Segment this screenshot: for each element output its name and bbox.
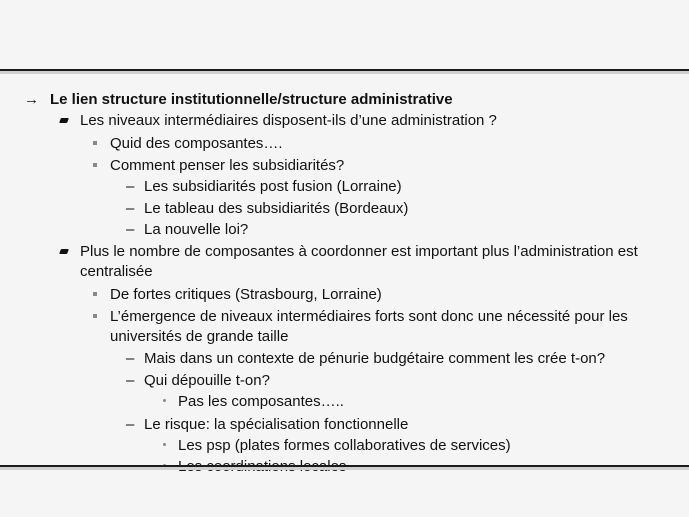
- bullet-text: De fortes critiques (Strasbourg, Lorraine): [110, 286, 382, 303]
- dash-bullet: –: [126, 416, 135, 433]
- bullet-text: Mais dans un contexte de pénurie budgétaire comment les crée t-on?: [144, 350, 606, 367]
- bullet-text: L’émergence de niveaux intermédiaires forts sont donc une nécessité pour les: [110, 308, 628, 325]
- bullet-text: Le risque: la spécialisation fonctionnelle: [144, 416, 409, 433]
- dash-bullet: –: [126, 350, 135, 367]
- bullet-l2-icon: [93, 163, 97, 167]
- bullet-text: Comment penser les subsidiarités?: [110, 157, 345, 174]
- bullet-text: Quid des composantes….: [110, 135, 283, 152]
- dash-bullet: –: [126, 200, 135, 217]
- bullet-l2-icon: [93, 292, 97, 296]
- bullet-text: Le tableau des subsidiarités (Bordeaux): [144, 200, 409, 217]
- bullet-l1-icon: [59, 249, 69, 254]
- bullet-text: Les niveaux intermédiaires disposent-ils d’une administration ?: [80, 112, 497, 129]
- bullet-l4-icon: [163, 399, 166, 402]
- slide-heading: Le lien structure institutionnelle/structure administrative: [50, 91, 453, 108]
- bullet-text: Pas les composantes…..: [178, 393, 344, 410]
- dash-bullet: –: [126, 372, 135, 389]
- top-divider-shadow: [0, 71, 689, 74]
- bullet-l4-icon: [163, 443, 166, 446]
- bullet-text: centralisée: [80, 263, 153, 280]
- bullet-text: Les subsidiarités post fusion (Lorraine): [144, 178, 402, 195]
- dash-bullet: –: [126, 178, 135, 195]
- bullet-text: Les psp (plates formes collaboratives de services): [178, 437, 511, 454]
- bullet-l2-icon: [93, 141, 97, 145]
- bottom-divider-shadow: [0, 467, 689, 470]
- slide-content: [0, 86, 689, 476]
- dash-bullet: –: [126, 221, 135, 238]
- bullet-text: Plus le nombre de composantes à coordonner est important plus l’administration est: [80, 243, 638, 260]
- bullet-text: Qui dépouille t-on?: [144, 372, 270, 389]
- bullet-text: La nouvelle loi?: [144, 221, 249, 238]
- bullet-l1-icon: [59, 118, 69, 123]
- bullet-l2-icon: [93, 314, 97, 318]
- arrow-right-icon: →: [24, 91, 39, 108]
- bullet-text: universités de grande taille: [110, 328, 289, 345]
